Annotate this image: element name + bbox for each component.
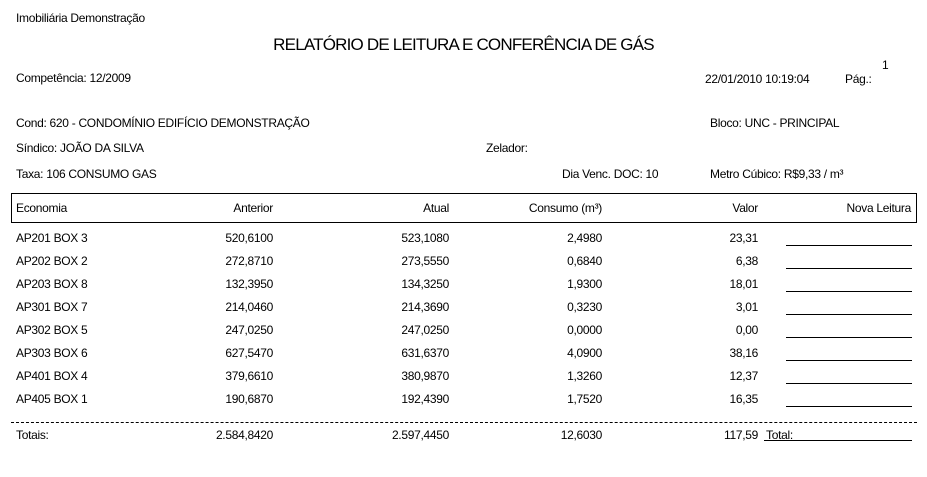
page-label: Pág.: — [845, 72, 872, 86]
cell-consumo: 2,4980 — [567, 231, 602, 245]
page-number: 1 — [882, 58, 889, 72]
total-signature-line — [764, 440, 912, 441]
cell-atual: 273,5550 — [401, 254, 449, 268]
cell-anterior: 247,0250 — [225, 323, 273, 337]
table-row — [0, 346, 927, 369]
total-consumo: 12,6030 — [560, 428, 602, 442]
report-title: RELATÓRIO DE LEITURA E CONFERÊNCIA DE GÁS — [273, 35, 654, 54]
cell-consumo: 1,7520 — [567, 392, 602, 406]
nova-leitura-line — [786, 360, 912, 361]
cell-valor: 12,37 — [729, 369, 758, 383]
table-row — [0, 392, 927, 415]
cell-valor: 6,38 — [735, 254, 758, 268]
cubic-meter-price: Metro Cúbico: R$9,33 / m³ — [710, 167, 844, 181]
cell-anterior: 379,6610 — [225, 369, 273, 383]
cell-consumo: 0,6840 — [567, 254, 602, 268]
tax: Taxa: 106 CONSUMO GAS — [16, 167, 157, 181]
cell-economia: AP405 BOX 1 — [16, 392, 88, 406]
col-economia: Economia — [16, 201, 67, 215]
competencia: Competência: 12/2009 — [16, 71, 131, 85]
totals-label: Totais: — [16, 428, 49, 442]
total-label: Total: — [766, 428, 793, 442]
nova-leitura-line — [786, 291, 912, 292]
nova-leitura-line — [786, 383, 912, 384]
total-atual: 2.597,4450 — [391, 428, 449, 442]
report-datetime: 22/01/2010 10:19:04 — [705, 72, 810, 86]
table-row — [0, 323, 927, 346]
nova-leitura-line — [786, 268, 912, 269]
cell-atual: 247,0250 — [401, 323, 449, 337]
cell-anterior: 190,6870 — [225, 392, 273, 406]
block: Bloco: UNC - PRINCIPAL — [710, 116, 840, 130]
cell-anterior: 272,8710 — [225, 254, 273, 268]
cell-anterior: 520,6100 — [225, 231, 273, 245]
table-row — [0, 277, 927, 300]
cell-economia: AP302 BOX 5 — [16, 323, 88, 337]
table-row — [0, 231, 927, 254]
table-row — [0, 300, 927, 323]
company-name: Imobiliária Demonstração — [16, 11, 145, 25]
nova-leitura-line — [786, 314, 912, 315]
nova-leitura-line — [786, 337, 912, 338]
cell-economia: AP401 BOX 4 — [16, 369, 88, 383]
cell-consumo: 0,0000 — [567, 323, 602, 337]
cell-anterior: 627,5470 — [225, 346, 273, 360]
col-nova-leitura: Nova Leitura — [846, 201, 911, 215]
sindico: Síndico: JOÃO DA SILVA — [16, 141, 144, 155]
cell-anterior: 214,0460 — [225, 300, 273, 314]
cell-atual: 380,9870 — [401, 369, 449, 383]
cell-valor: 3,01 — [735, 300, 758, 314]
table-header-box — [11, 193, 917, 223]
cell-economia: AP203 BOX 8 — [16, 277, 88, 291]
cell-valor: 18,01 — [729, 277, 758, 291]
cell-consumo: 1,3260 — [567, 369, 602, 383]
cell-valor: 16,35 — [729, 392, 758, 406]
col-anterior: Anterior — [233, 201, 273, 215]
nova-leitura-line — [786, 245, 912, 246]
cell-economia: AP202 BOX 2 — [16, 254, 88, 268]
total-anterior: 2.584,8420 — [215, 428, 273, 442]
col-consumo: Consumo (m³) — [528, 201, 602, 215]
cell-valor: 23,31 — [729, 231, 758, 245]
cell-valor: 38,16 — [729, 346, 758, 360]
due-day: Dia Venc. DOC: 10 — [562, 167, 659, 181]
cell-economia: AP201 BOX 3 — [16, 231, 88, 245]
cell-consumo: 1,9300 — [567, 277, 602, 291]
cell-valor: 0,00 — [735, 323, 758, 337]
col-atual: Atual — [423, 201, 449, 215]
cell-atual: 134,3250 — [401, 277, 449, 291]
cell-atual: 214,3690 — [401, 300, 449, 314]
table-row — [0, 369, 927, 392]
cell-economia: AP303 BOX 6 — [16, 346, 88, 360]
cell-atual: 523,1080 — [401, 231, 449, 245]
table-row — [0, 254, 927, 277]
zelador: Zelador: — [486, 141, 528, 155]
cell-consumo: 0,3230 — [567, 300, 602, 314]
nova-leitura-line — [786, 406, 912, 407]
cell-consumo: 4,0900 — [567, 346, 602, 360]
cell-atual: 631,6370 — [401, 346, 449, 360]
totals-divider — [11, 422, 917, 423]
cell-economia: AP301 BOX 7 — [16, 300, 88, 314]
condominium: Cond: 620 - CONDOMÍNIO EDIFÍCIO DEMONSTRAÇÃO — [16, 116, 310, 130]
total-valor: 117,59 — [723, 428, 758, 442]
col-valor: Valor — [732, 201, 758, 215]
cell-atual: 192,4390 — [401, 392, 449, 406]
cell-anterior: 132,3950 — [225, 277, 273, 291]
